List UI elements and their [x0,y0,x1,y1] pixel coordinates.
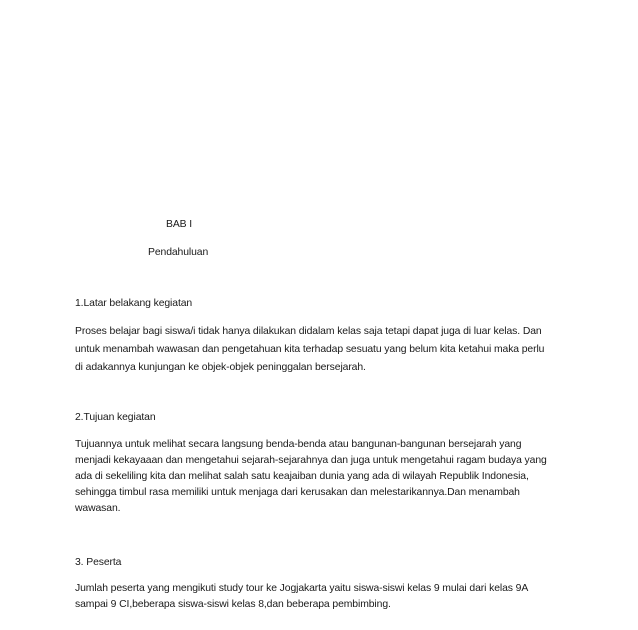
section-heading-peserta: 3. Peserta [75,557,122,568]
paragraph-line: Jumlah peserta yang mengikuti study tour ke Jogjakarta yaitu siswa-siswi kelas 9 mulai dari kelas 9A [75,583,529,594]
paragraph-line: di adakannya kunjungan ke objek-objek peninggalan bersejarah. [75,362,366,373]
section-heading-latar-belakang: 1.Latar belakang kegiatan [75,298,193,309]
paragraph-line: sampai 9 CI,beberapa siswa-siswi kelas 8,dan beberapa pembimbing. [75,599,391,610]
paragraph-line: untuk menambah wawasan dan pengetahuan kita terhadap sesuatu yang belum kita ketahui maka perlu [75,344,545,355]
chapter-number: BAB I [166,219,193,230]
paragraph-line: Tujuannya untuk melihat secara langsung benda-benda atau bangunan-bangunan bersejarah yang [75,439,522,450]
paragraph-line: menjadi kekayaaan dan mengetahui sejarah-sejarahnya dan juga untuk mengetahui ragam budaya yang [75,455,547,466]
paragraph-line: sehingga timbul rasa memiliki untuk menjaga dari kerusakan dan melestarikannya.Dan menambah [75,487,520,498]
section-heading-tujuan: 2.Tujuan kegiatan [75,412,156,423]
paragraph-line: ada di sekeliling kita dan melihat salah satu keajaiban dunia yang ada di wilayah Republik Indonesia, [75,471,529,482]
paragraph-line: Proses belajar bagi siswa/i tidak hanya dilakukan didalam kelas saja tetapi dapat juga di luar kelas. Dan [75,326,542,337]
paragraph-line: wawasan. [75,503,121,514]
chapter-title: Pendahuluan [148,247,209,258]
